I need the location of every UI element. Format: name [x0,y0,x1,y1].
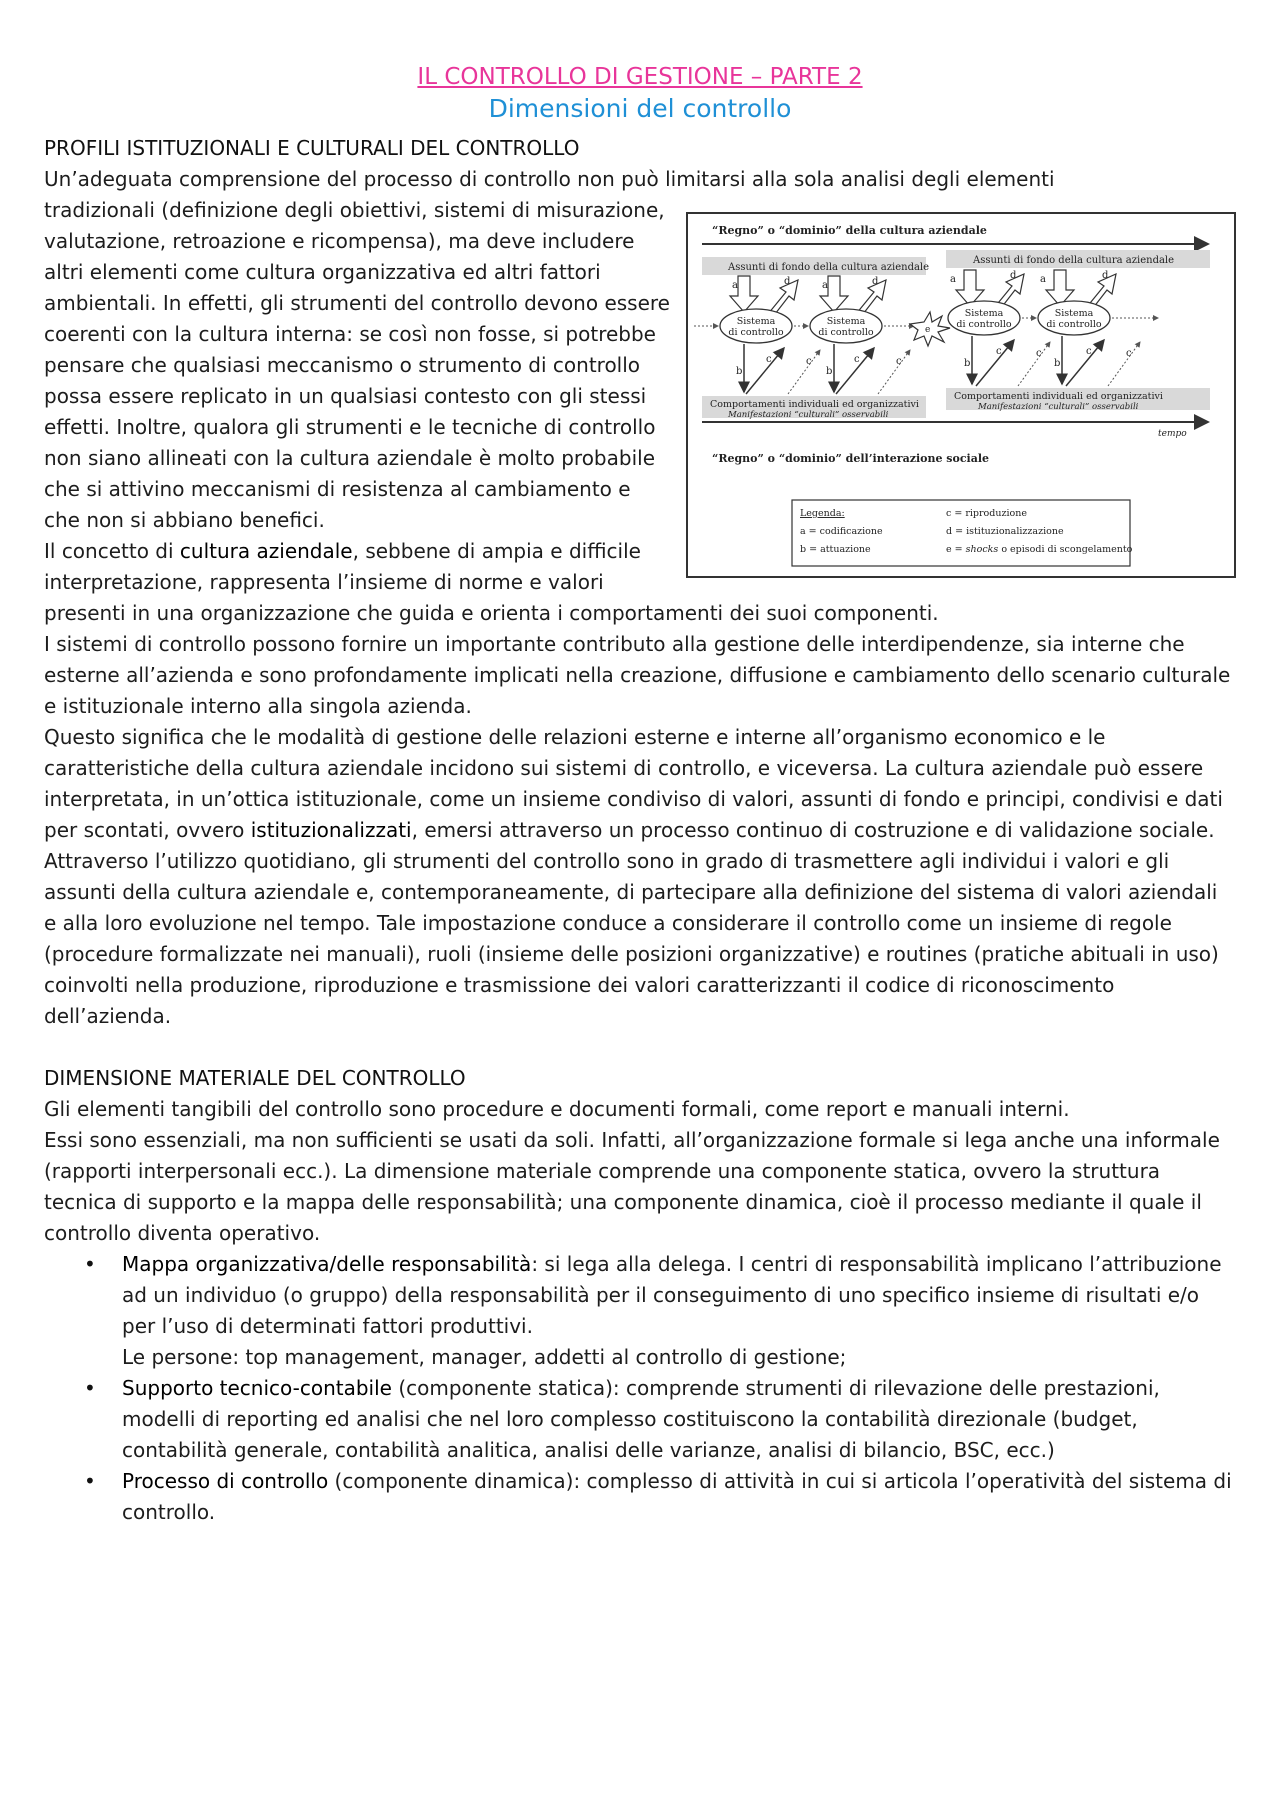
page-subtitle: Dimensioni del controllo [488,94,792,123]
bullet-list [44,1249,1236,1528]
solid-up-arrow-3 [976,340,1014,386]
letter-d-3: d [1010,270,1017,281]
paragraph-organizzazione-formale: Essi sono essenziali, ma non sufficienti se usati da soli. Infatti, all’organizzazione formale si lega anche una informale (rapporti interpersonali ecc.). La dimensione materiale comprende una componente statica, ovvero la struttura tecnica di supporto e la mappa delle responsabilità; una componente dinamica, cioè il processo mediante il quale il controllo diventa operativo. [44,1128,1220,1245]
legend-d: d = istituzionalizzazione [946,526,1064,537]
bullet-extra-line: Le persone: top management, manager, addetti al controllo di gestione; [122,1345,847,1369]
solid-up-arrow-4 [1066,340,1104,386]
document-body [44,133,1236,1528]
letter-c-7: c [1086,346,1092,357]
legend-a: a = codificazione [800,526,883,537]
bullet-term: Supporto tecnico-contabile [122,1376,392,1400]
bullet-term: Processo di controllo [122,1469,329,1493]
letter-b-4: b [1054,358,1061,369]
time-label: tempo [1158,429,1187,439]
manifest-label-right: Manifestazioni “culturali” osservabili [978,402,1139,412]
paragraph-sistemi-controllo: I sistemi di controllo possono fornire un importante contributo alla gestione delle interdipendenze, sia interne che esterne all’azienda e sono profondamente implicati nella creazione, diffusione e cambiamento dello scenario culturale e istituzionale interno alla singola azienda. [44,632,1231,718]
list-item: • Processo di controllo (componente dinamica): complesso di attività in cui si articola l’operatività del sistema di controllo. [122,1466,1236,1528]
legend-b: b = attuazione [800,544,871,555]
c-arrow-3 [1018,342,1050,386]
solid-up-arrow-1 [746,348,784,394]
paragraph-cultura-aziendale: Il concetto di cultura aziendale, sebbene di ampia e difficile interpretazione, rappresenta l’insieme di norme e valori presenti in una organizzazione che guida e orienta i comportamenti dei suoi componenti. [44,539,939,625]
letter-c-4: c [896,356,902,367]
letter-d-4: d [1102,270,1109,281]
letter-c-2: c [806,356,812,367]
letter-b-3: b [964,358,971,369]
diagram-svg [688,214,1234,576]
letter-c-6: c [1036,348,1042,359]
letter-c-5: c [996,346,1002,357]
assumptions-label-left: Assunti di fondo della cultura aziendale [728,262,930,273]
behaviors-label-right: Comportamenti individuali ed organizzativi [954,391,1163,402]
legend-e: e = shocks o episodi di scongelamento [946,544,1133,555]
term-istituzionalizzati: istituzionalizzati [250,818,412,842]
culture-control-diagram [686,212,1236,578]
behaviors-label-left: Comportamenti individuali ed organizzativi [710,399,919,410]
c-arrow-2 [878,350,910,394]
letter-d-1: d [784,276,791,287]
letter-b-1: b [736,366,743,377]
bullet-term: Mappa organizzativa/delle responsabilità [122,1252,532,1276]
paragraph-istituzionalizzati: Questo significa che le modalità di gestione delle relazioni esterne e interne all’organismo economico e le caratteristiche della cultura aziendale incidono sui sistemi di controllo, e viceversa. La cultura aziendale può essere interpretata, in un’ottica istituzionale, come un insieme condiviso di valori, assunti di fondo e principi, condivisi e dati per scontati, ovvero istituzionalizzati, emersi attraverso un processo continuo di costruzione e di validazione sociale. Attraverso l’utilizzo quotidiano, gli strumenti del controllo sono in grado di trasmettere agli individui i valori e gli assunti della cultura aziendale e, contemporaneamente, di partecipare alla definizione del sistema di valori aziendali e alla loro evoluzione nel tempo. Tale impostazione conduce a considerare il controllo come un insieme di regole (procedure formalizzate nei manuali), ruoli (insieme delle posizioni organizzative) e routines (pratiche abituali in uso) coinvolti nella produzione, riproduzione e trasmissione dei valori caratterizzanti il codice di riconoscimento dell’azienda. [44,725,1223,1028]
letter-a-2: a [822,280,828,291]
c-arrow-4 [1108,342,1140,386]
section-heading-profili: PROFILI ISTITUZIONALI E CULTURALI DEL CONTROLLO [44,136,580,160]
page-title: IL CONTROLLO DI GESTIONE – PARTE 2 [417,64,863,90]
letter-b-2: b [826,366,833,377]
section-heading-dimensione-materiale: DIMENSIONE MATERIALE DEL CONTROLLO [44,1066,466,1090]
letter-a-1: a [732,280,738,291]
term-cultura-aziendale: cultura aziendale [179,539,353,563]
system-label-1b: di controllo [728,327,784,338]
manifest-label-left: Manifestazioni “culturali” osservabili [728,410,889,420]
c-arrow-1 [788,350,820,394]
top-domain-label: “Regno” o “dominio” della cultura aziendale [712,224,987,237]
list-item: • Mappa organizzativa/delle responsabilità: si lega alla delega. I centri di responsabilità implicano l’attribuzione ad un individuo (o gruppo) della responsabilità per il conseguimento di uno specifico insieme di risultati e/o per l’uso di determinati fattori produttivi. Le persone: top management, manager, addetti al controllo di gestione; [122,1249,1236,1373]
system-label-2a: Sistema [826,316,866,327]
list-item: • Supporto tecnico-contabile (componente statica): comprende strumenti di rilevazione delle prestazioni, modelli di reporting ed analisi che nel loro complesso costituiscono la contabilità direzionale (budget, contabilità generale, contabilità analitica, analisi delle varianze, analisi di bilancio, BSC, ecc.) [122,1373,1236,1466]
legend-c: c = riproduzione [946,508,1027,519]
legend-title: Legenda: [800,508,845,519]
letter-a-3: a [950,274,956,285]
system-label-4b: di controllo [1046,319,1102,330]
paragraph-elementi-tangibili: Gli elementi tangibili del controllo sono procedure e documenti formali, come report e manuali interni. [44,1097,1070,1121]
letter-a-4: a [1040,274,1046,285]
system-label-3a: Sistema [964,308,1004,319]
system-label-1a: Sistema [736,316,776,327]
letter-d-2: d [872,276,879,287]
assumptions-label-right: Assunti di fondo della cultura aziendale [973,255,1175,266]
intro-paragraph-rest: tradizionali (definizione degli obiettivi, sistemi di misurazione, valutazione, retroazione e ricompensa), ma deve includere altri elementi come cultura organizzativa ed altri fattori ambientali. In effetti, gli strumenti del controllo devono essere coerenti con la cultura interna: se così non fosse, si potrebbe pensare che qualsiasi meccanismo o strumento di controllo possa essere replicato in un qualsiasi contesto con gli stessi effetti. Inoltre, qualora gli strumenti e le tecniche di controllo non siano allineati con la cultura aziendale è molto probabile che si attivino meccanismi di resistenza al cambiamento e che non si abbiano benefici. [44,198,670,532]
system-label-2b: di controllo [818,327,874,338]
letter-c-8: c [1126,348,1132,359]
system-label-4a: Sistema [1054,308,1094,319]
letter-e: e [925,325,931,335]
intro-line: Un’adeguata comprensione del processo di controllo non può limitarsi alla sola analisi degli elementi [44,167,1055,191]
system-label-3b: di controllo [956,319,1012,330]
letter-c-3: c [854,354,860,365]
bottom-domain-label: “Regno” o “dominio” dell’interazione sociale [712,452,990,465]
letter-c-1: c [766,354,772,365]
